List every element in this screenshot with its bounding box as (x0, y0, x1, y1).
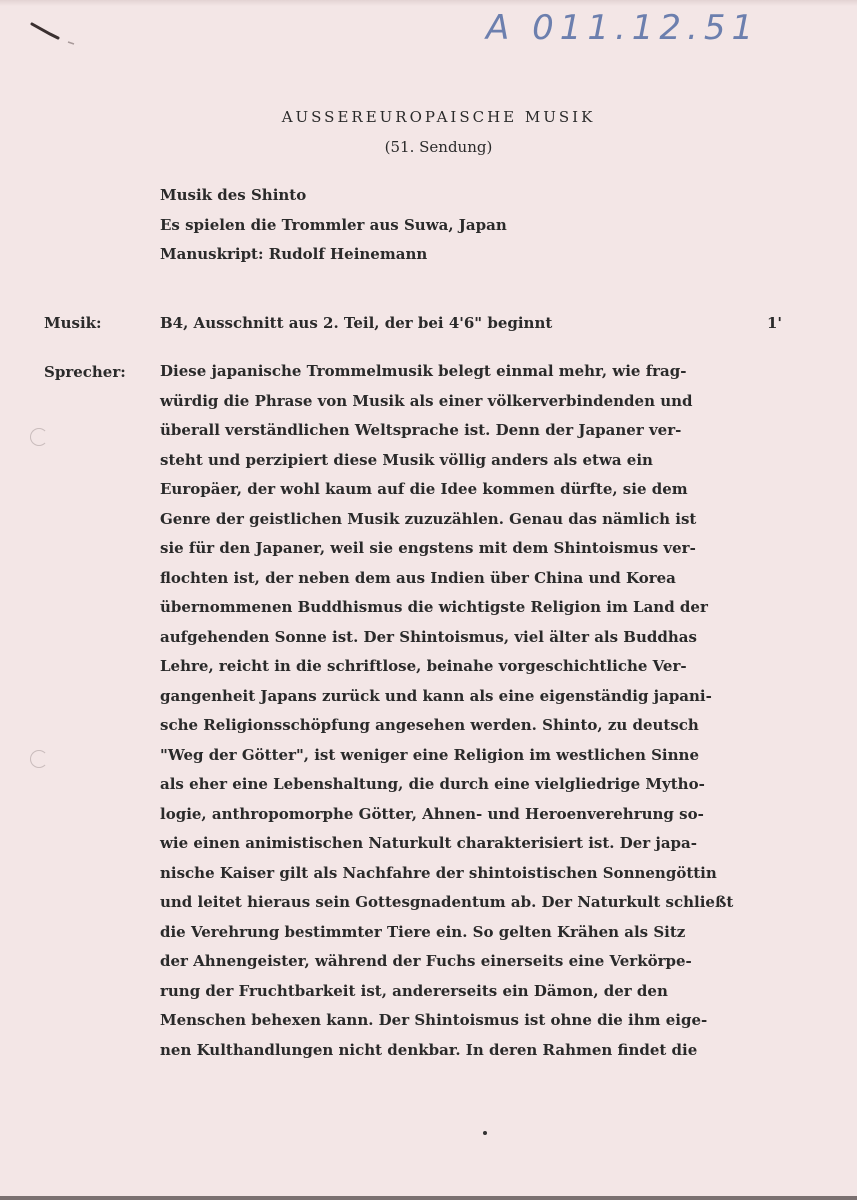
manuscript-line: Manuskript: Rudolf Heinemann (160, 245, 428, 263)
text-line: steht und perzipiert diese Musik völlig anders als etwa ein (160, 450, 653, 469)
text-line: der Ahnengeister, während der Fuchs einerseits eine Verkörpe- (160, 952, 692, 970)
archive-number: A 011.12.51 (486, 8, 760, 48)
text-line: Menschen behexen kann. Der Shintoismus ist ohne die ihm eige- (160, 1011, 708, 1029)
text-line: logie, anthropomorphe Götter, Ahnen- und Heroenverehrung so- (160, 804, 704, 823)
text-line: flochten ist, der neben dem aus Indien über China und Korea (160, 568, 676, 587)
text-line: aufgehenden Sonne ist. Der Shintoismus, viel älter als Buddhas (160, 627, 697, 646)
text-line: Lehre, reicht in die schriftlose, beinahe vorgeschichtliche Ver- (160, 657, 687, 675)
music-cue: B4, Ausschnitt aus 2. Teil, der bei 4'6" beginnt (160, 314, 553, 332)
punch-hole-mark (30, 750, 48, 768)
page-title: AUSSEREUROPAISCHE MUSIK (281, 108, 596, 126)
text-line: sie für den Japaner, weil sie engstens mit dem Shintoismus ver- (160, 539, 696, 557)
text-line: Europäer, der wohl kaum auf die Idee kommen dürfte, sie dem (160, 480, 688, 498)
pencil-mark-icon (28, 20, 88, 50)
text-line: nen Kulthandlungen nicht denkbar. In deren Rahmen findet die (160, 1040, 698, 1059)
ink-dot (483, 1131, 487, 1135)
performers-line: Es spielen die Trommler aus Suwa, Japan (160, 216, 507, 234)
punch-hole-mark (30, 428, 48, 446)
text-line: übernommenen Buddhismus die wichtigste Religion im Land der (160, 598, 708, 616)
text-line: würdig die Phrase von Musik als einer völkerverbindenden und (160, 391, 693, 410)
text-line: gangenheit Japans zurück und kann als eine eigenständig japani- (160, 686, 712, 705)
text-line: rung der Fruchtbarkeit ist, andererseits ein Dämon, der den (160, 981, 668, 1000)
text-line: wie einen animistischen Naturkult charakterisiert ist. Der japa- (160, 834, 697, 852)
program-title: Musik des Shinto (160, 186, 307, 204)
text-line: nische Kaiser gilt als Nachfahre der shintoistischen Sonnengöttin (160, 863, 717, 882)
text-line: sche Religionsschöpfung angesehen werden. Shinto, zu deutsch (160, 716, 699, 734)
episode-subtitle: (51. Sendung) (384, 138, 493, 156)
speaker-text (160, 357, 760, 1065)
music-label: Musik: (44, 314, 102, 332)
text-line: Diese japanische Trommelmusik belegt einmal mehr, wie frag- (160, 362, 687, 380)
text-line: Genre der geistlichen Musik zuzuzählen. Genau das nämlich ist (160, 509, 697, 528)
text-line: die Verehrung bestimmter Tiere ein. So gelten Krähen als Sitz (160, 922, 686, 941)
text-line: und leitet hieraus sein Gottesgnadentum ab. Der Naturkult schließt (160, 893, 734, 911)
page-top-edge (0, 0, 857, 6)
speaker-label: Sprecher: (44, 363, 126, 381)
page-bottom-edge (0, 1196, 857, 1200)
text-line: als eher eine Lebenshaltung, die durch eine vielgliedrige Mytho- (160, 775, 705, 793)
text-line: überall verständlichen Weltsprache ist. Denn der Japaner ver- (160, 421, 682, 439)
text-line: "Weg der Götter", ist weniger eine Religion im westlichen Sinne (160, 745, 699, 764)
music-duration: 1' (767, 314, 783, 332)
